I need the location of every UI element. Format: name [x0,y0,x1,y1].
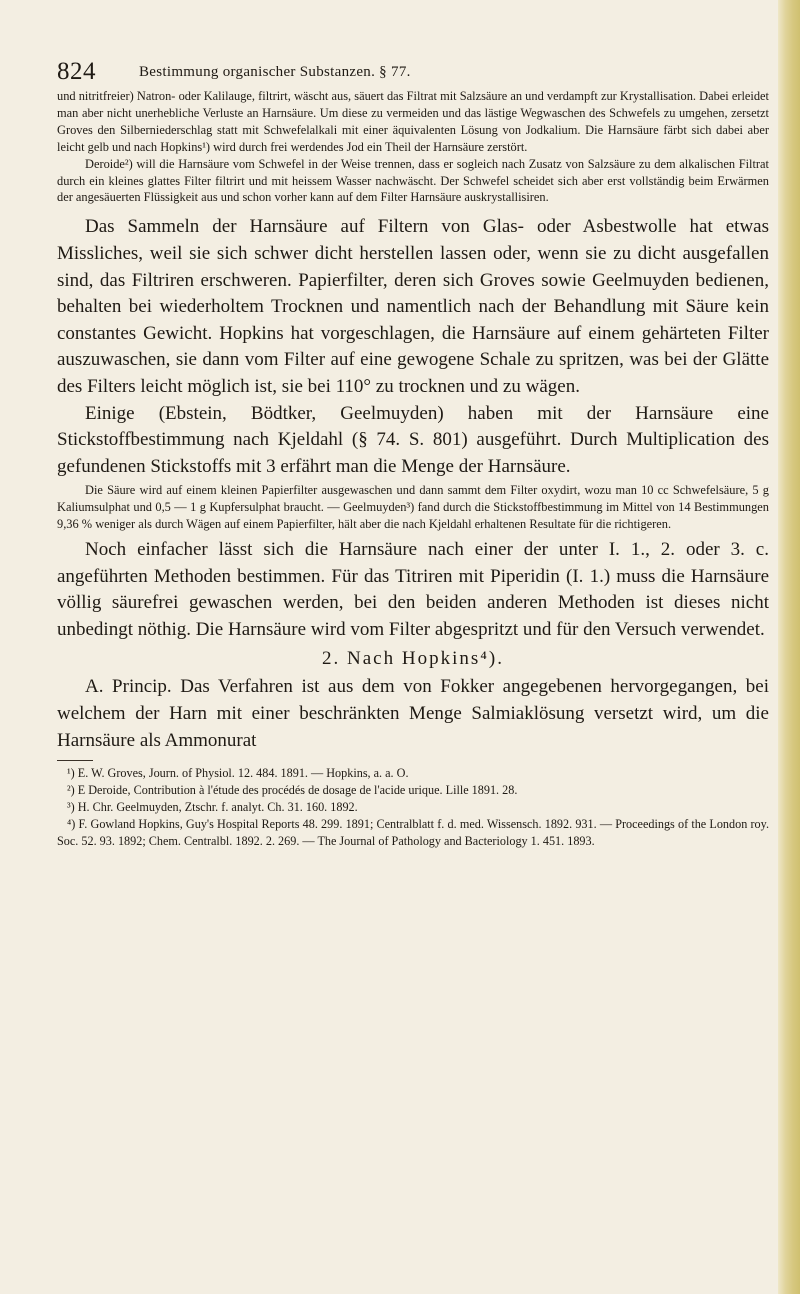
paragraph-deroide: Deroide²) will die Harnsäure vom Schwefel in der Weise trennen, dass er sogleich nach Zusatz von Salzsäure zu dem alkalischen Filtrat durch ein kleines glattes Filter filtrirt und mit heissem Wasser nachwäscht. Der Schwefel scheidet sich aber erst vollständig beim Erwärmen der angesäuerten Flüssigkeit aus und schon vorher kann auf dem Filter Harnsäure auskrystallisiren. [57,156,769,205]
paragraph-nitrogen: Einige (Ebstein, Bödtker, Geelmuyden) haben mit der Harnsäure eine Stickstoffbestimmung nach Kjeldahl (§ 74. S. 801) ausgeführt. Durch Multiplication des gefundenen Stickstoffs mit 3 erfährt man die Menge der Harnsäure. [57,402,769,477]
page-edge [778,0,800,1294]
paragraph-small-note: Die Säure wird auf einem kleinen Papierfilter ausgewaschen und dann sammt dem Filter oxydirt, wozu man 10 cc Schwefelsäure, 5 g Kaliumsulphat und 0,5 — 1 g Kupfersulphat braucht. — Geelmuyden³) fand durch die Stickstoffbestimmung im Mittel von 14 Bestimmungen 9,36 % weniger als durch Wägen auf einem Papierfilter, hält aber die nach Kjeldahl erhaltenen Resultate für die richtigeren. [57,483,769,532]
running-title: Bestimmung organischer Substanzen. § 77. [139,64,411,80]
page-content [57,58,769,850]
paragraph-filters: Das Sammeln der Harnsäure auf Filtern von Glas- oder Asbestwolle hat etwas Missliches, weil sie sich schwer dicht herstellen lassen oder, wenn sie zu dicht ausgefallen sind, das Filtriren erschweren. Papierfilter, deren sich Groves sowie Geelmuyden bedienen, behalten bei wiederholtem Trocknen und namentlich nach der Behandlung mit Säure kein constantes Gewicht. Hopkins hat vorgeschlagen, die Harnsäure auf einem gehärteten Filter auszuwaschen, sie dann vom Filter auf eine gewogene Schale zu spritzen, was bei der Glätte des Filters leicht möglich ist, sie bei 110° zu trocknen und zu wägen. [57,216,769,397]
footnote-4: ⁴) F. Gowland Hopkins, Guy's Hospital Reports 48. 299. 1891; Centralblatt f. d. med. Wissensch. 1892. 931. — Proceedings of the London roy. Soc. 52. 93. 1892; Chem. Centralbl. 1892. 2. 269. — The Journal of Pathology and Bacteriology 1. 451. 1893. [57,816,769,848]
paragraph-continuation: und nitritfreier) Natron- oder Kalilauge, filtrirt, wäscht aus, säuert das Filtrat mit Salzsäure an und verdampft zur Krystallisation. Dabei erleidet man aber nicht unerhebliche Verluste an Harnsäure. Um diese zu vermeiden und das lästige Wegwaschen des Schwefels zu umgehen, zersetzt Groves den Silberniederschlag statt mit Schwefelalkali mit einer äquivalenten Lösung von Jodkalium. Die Harnsäure färbt sich dabei aber leicht gelb und nach Hopkins¹) wird durch frei werdendes Jod ein Theil der Harnsäure zerstört. [57,89,769,154]
footnote-rule [57,760,93,761]
paragraph-titration: Noch einfacher lässt sich die Harnsäure nach einer der unter I. 1., 2. oder 3. c. angeführten Methoden bestimmen. Für das Titriren mit Piperidin (I. 1.) muss die Harnsäure völlig säurefrei gewaschen werden, bei den beiden anderen Methoden ist dieses nicht unbedingt nöthig. Die Harnsäure wird vom Filter abgespritzt und für den Versuch verwendet. [57,539,769,640]
page-number: 824 [57,58,96,85]
paragraph-princip: A. Princip. Das Verfahren ist aus dem von Fokker angegebenen hervorgegangen, bei welchem der Harn mit einer beschränkten Menge Salmiaklösung versetzt wird, um die Harnsäure als Ammonurat [57,676,769,751]
footnote-3: ³) H. Chr. Geelmuyden, Ztschr. f. analyt. Ch. 31. 160. 1892. [67,799,358,814]
footnotes [57,765,769,850]
section-subheading: 2. Nach Hopkins⁴). [322,648,504,670]
footnote-1: ¹) E. W. Groves, Journ. of Physiol. 12. 484. 1891. — Hopkins, a. a. O. [67,766,409,781]
page-header [57,58,769,88]
footnote-2: ²) E Deroide, Contribution à l'étude des procédés de dosage de l'acide urique. Lille 1891. 28. [67,783,518,798]
